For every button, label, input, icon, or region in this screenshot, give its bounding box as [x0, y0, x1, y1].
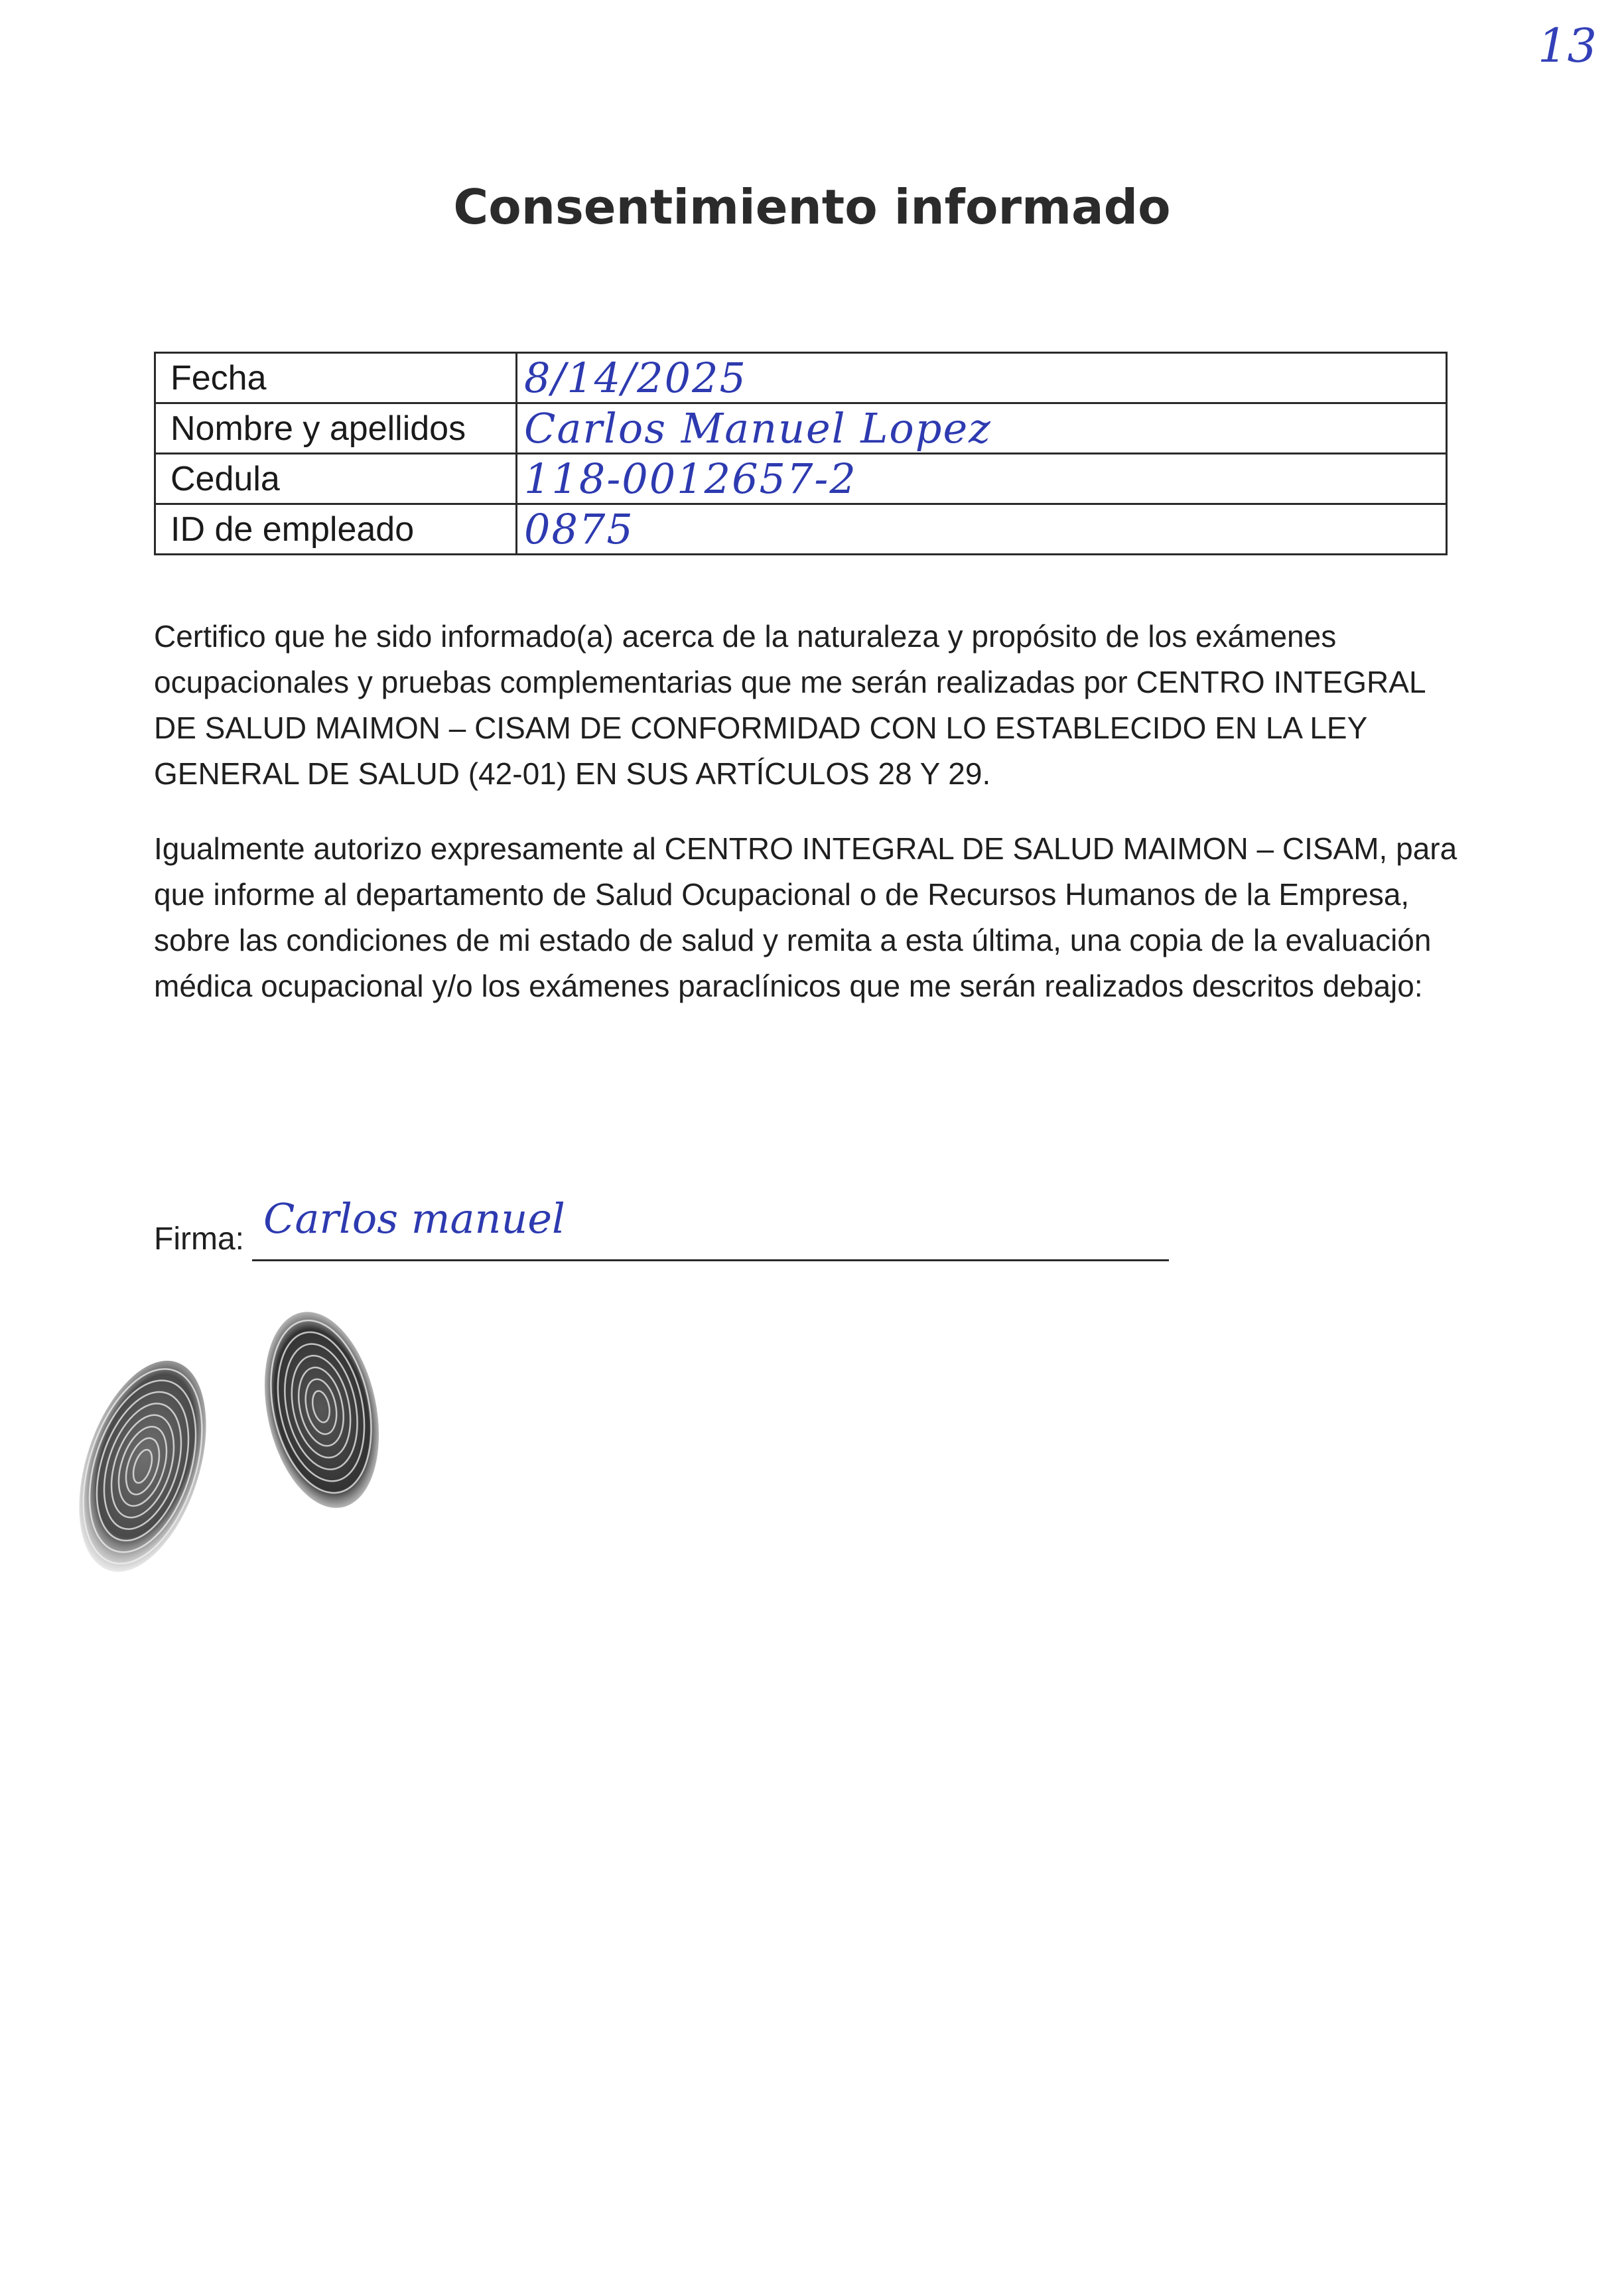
nombre-label: Nombre y apellidos	[155, 403, 517, 454]
left-fingerprint-icon	[63, 1340, 222, 1592]
nombre-value: Carlos Manuel Lopez	[517, 403, 1447, 454]
fecha-label: Fecha	[155, 353, 517, 403]
cedula-label: Cedula	[155, 454, 517, 504]
cedula-value: 118-0012657-2	[517, 454, 1447, 504]
table-row-nombre	[155, 403, 1447, 454]
table-row-id	[155, 504, 1447, 555]
right-fingerprint-icon	[245, 1297, 398, 1523]
fecha-value: 8/14/2025	[517, 353, 1447, 403]
signature-value: Carlos manuel	[263, 1194, 565, 1243]
id-empleado-value: 0875	[517, 504, 1447, 555]
signature-line	[252, 1259, 1169, 1261]
table-row-fecha	[155, 353, 1447, 403]
info-table	[154, 352, 1448, 555]
page-number: 13	[1538, 19, 1597, 73]
authorization-paragraph: Igualmente autorizo expresamente al CENTRO INTEGRAL DE SALUD MAIMON – CISAM, para que informe al departamento de Salud Ocupacional o de Recursos Humanos de la Empresa, sobre las condiciones de mi estado de salud y remita a esta última, una copia de la evaluación médica ocupacional y/o los exámenes paraclínicos que me serán realizados descritos debajo:	[154, 831, 1457, 1003]
page-title: Consentimiento informado	[453, 179, 1171, 235]
signature-block	[154, 1194, 1169, 1267]
certification-paragraph: Certifico que he sido informado(a) acerca de la naturaleza y propósito de los exámenes ocupacionales y pruebas complementarias que me serán realizadas por CENTRO INTEGRAL DE SALUD MAIMON – CISAM DE CONFORMIDAD CON LO ESTABLECIDO EN LA LEY GENERAL DE SALUD (42-01) EN SUS ARTÍCULOS 28 Y 29.	[154, 619, 1425, 791]
signature-label: Firma:	[154, 1221, 244, 1257]
table-row-cedula	[155, 454, 1447, 504]
id-empleado-label: ID de empleado	[155, 504, 517, 555]
